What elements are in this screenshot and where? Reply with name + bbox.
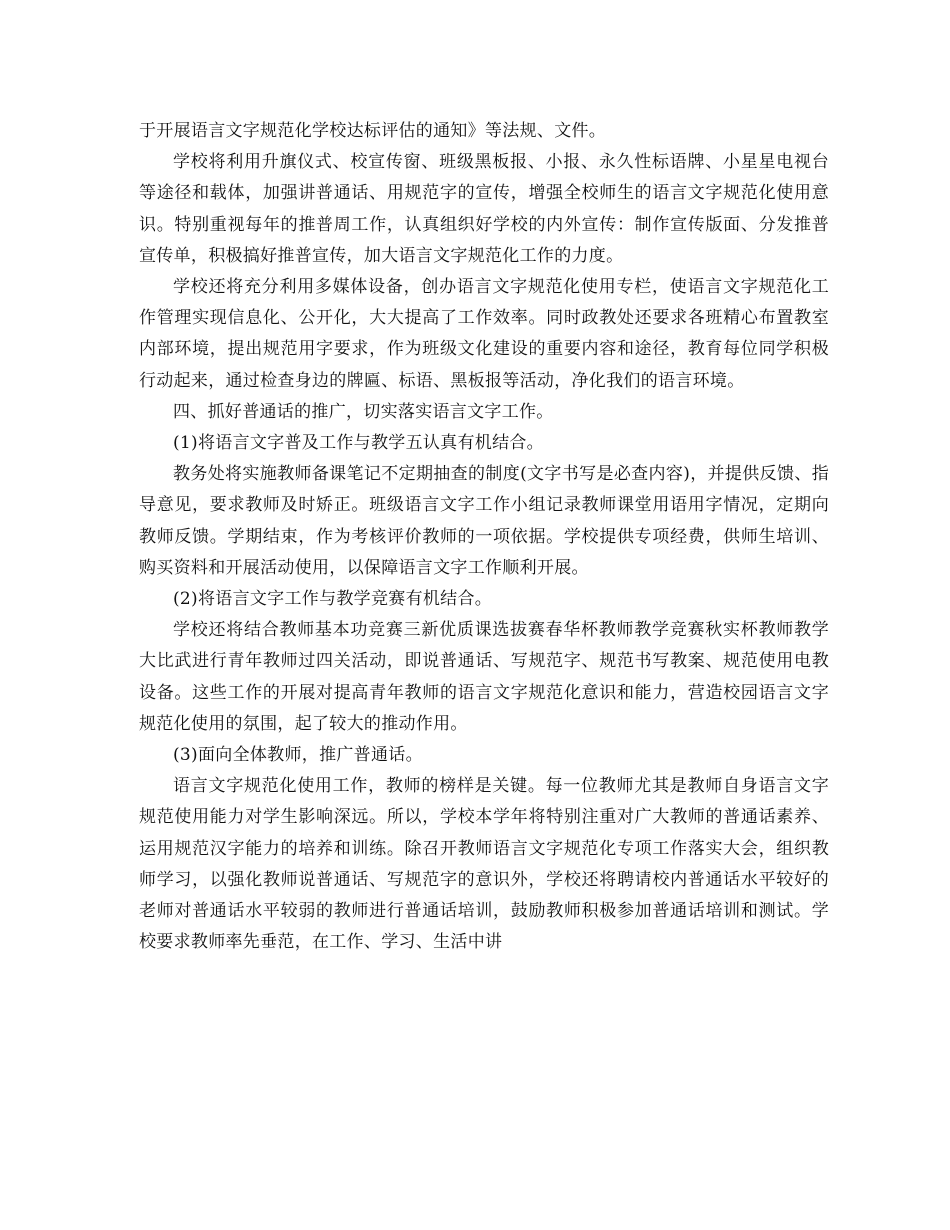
paragraph-continuation: 于开展语言文字规范化学校达标评估的通知》等法规、文件。	[139, 121, 607, 141]
paragraph-teaching-competition: 学校还将结合教师基本功竞赛三新优质课选拔赛春华杯教师教学竞赛秋实杯教师教学大比武进行青年教师过四关活动，即说普通话、写规范字、规范书写教案、规范使用电教设备。这些工作的开展对提高青年教师的语言文字规范化意识和能力，营造校园语言文字规范化使用的氛围，起了较大的推动作用。	[139, 620, 829, 734]
subheading-2: (2)将语言文字工作与教学竞赛有机结合。	[173, 589, 493, 610]
paragraph-lesson-plan-check: 教务处将实施教师备课笔记不定期抽查的制度(文字书写是必查内容)，并提供反馈、指导意见，要求教师及时矫正。班级语言文字工作小组记录教师课堂用语用字情况，定期向教师反馈。学期结束，作为考核评价教师的一项依据。学校提供专项经费，供师生培训、购买资料和开展活动使用，以保障语言文字工作顺利开展。	[139, 464, 829, 578]
subheading-1: (1)将语言文字普及工作与教学五认真有机结合。	[173, 433, 544, 454]
paragraph-publicity-channels: 学校将利用升旗仪式、校宣传窗、班级黑板报、小报、永久性标语牌、小星星电视台等途径和载体，加强讲普通话、用规范字的宣传，增强全校师生的语言文字规范化使用意识。特别重视每年的推普周工作，认真组织好学校的内外宣传：制作宣传版面、分发推普宣传单，积极搞好推普宣传，加大语言文字规范化工作的力度。	[139, 152, 829, 266]
subheading-3: (3)面向全体教师，推广普通话。	[173, 745, 423, 766]
document-body	[139, 116, 829, 958]
paragraph-teacher-mandarin: 语言文字规范化使用工作，教师的榜样是关键。每一位教师尤其是教师自身语言文字规范使用能力对学生影响深远。所以，学校本学年将特别注重对广大教师的普通话素养、运用规范汉字能力的培养和训练。除召开教师语言文字规范化专项工作落实大会，组织教师学习，以强化教师说普通话、写规范字的意识外，学校还将聘请校内普通话水平较好的老师对普通话水平较弱的教师进行普通话培训，鼓励教师积极参加普通话培训和测试。学校要求教师率先垂范，在工作、学习、生活中讲	[139, 776, 829, 953]
paragraph-multimedia: 学校还将充分利用多媒体设备，创办语言文字规范化使用专栏，使语言文字规范化工作管理实现信息化、公开化，大大提高了工作效率。同时政教处还要求各班精心布置教室内部环境，提出规范用字要求，作为班级文化建设的重要内容和途径，教育每位同学积极行动起来，通过检查身边的牌匾、标语、黑板报等活动，净化我们的语言环境。	[139, 277, 829, 391]
section-heading-four: 四、抓好普通话的推广，切实落实语言文字工作。	[173, 401, 554, 422]
